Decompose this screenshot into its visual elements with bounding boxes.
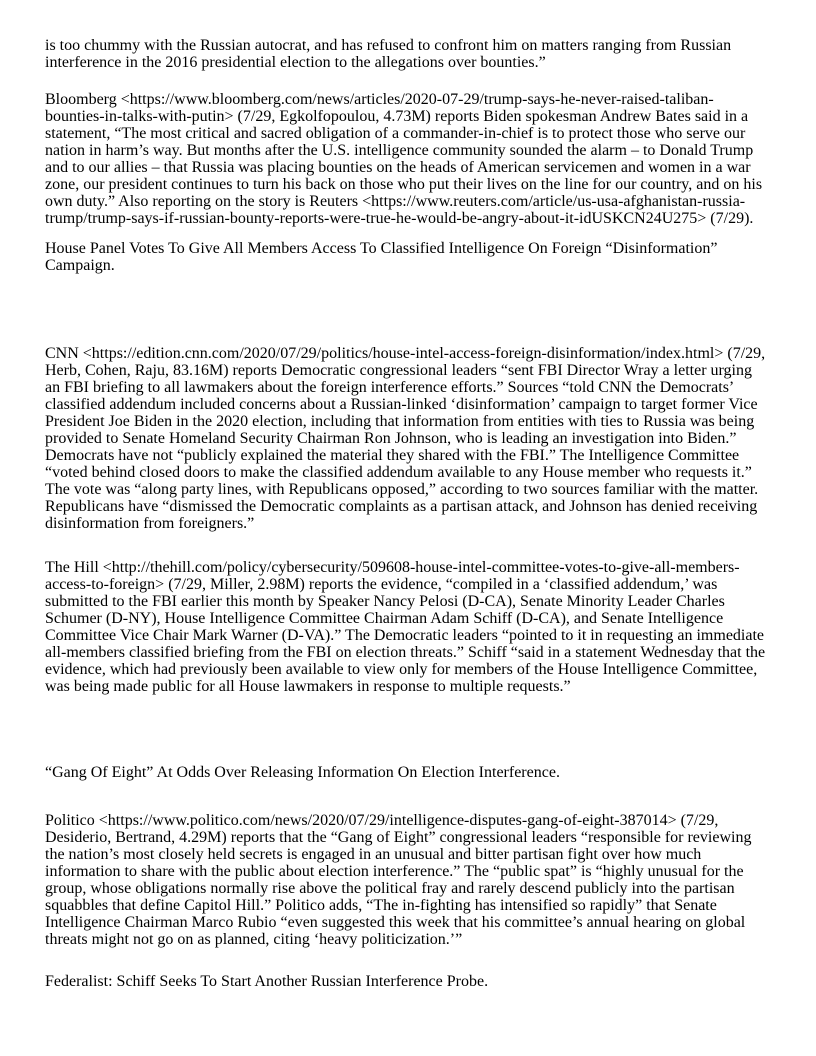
text-line: an FBI briefing to all lawmakers about the foreign interference efforts.” Sources “told CNN the Democrats’ xyxy=(45,379,735,396)
text-line: zone, our president continues to turn his back on those who put their lives on the line for our country, and on his xyxy=(45,176,763,193)
headline-house-panel xyxy=(45,240,785,274)
text-line: provided to Senate Homeland Security Chairman Ron Johnson, who is leading an investigation into Biden.” xyxy=(45,430,737,447)
text-line: group, whose obligations normally rise above the political fray and rarely descend publicly into the partisan xyxy=(45,880,735,897)
headline-federalist xyxy=(45,973,785,990)
text-line: all-members classified briefing from the FBI on election threats.” Schiff “said in a statement Wednesday that the xyxy=(45,644,766,661)
text-line: Committee Vice Chair Mark Warner (D-VA).” The Democratic leaders “pointed to it in requesting an immediate xyxy=(45,627,765,644)
text-line: bounties-in-talks-with-putin> (7/29, Egkolfopoulou, 4.73M) reports Biden spokesman Andrew Bates said in a xyxy=(45,108,749,125)
text-line: submitted to the FBI earlier this month by Speaker Nancy Pelosi (D-CA), Senate Minority Leader Charles xyxy=(45,593,725,610)
text-line: President Joe Biden in the 2020 election, including that information from entities with ties to Russia was being xyxy=(45,413,755,430)
text-line: “Gang Of Eight” At Odds Over Releasing Information On Election Interference. xyxy=(45,764,560,781)
text-line: interference in the 2016 presidential election to the allegations over bounties.” xyxy=(45,54,546,71)
text-line: Desiderio, Bertrand, 4.29M) reports that the “Gang of Eight” congressional leaders “responsible for reviewing xyxy=(45,829,752,846)
text-line: Campaign. xyxy=(45,257,115,274)
paragraph-bloomberg xyxy=(45,91,785,227)
text-line: Intelligence Chairman Marco Rubio “even suggested this week that his committee’s annual hearing on global xyxy=(45,914,746,931)
text-line: The vote was “along party lines, with Republicans opposed,” according to two sources familiar with the matter. xyxy=(45,481,759,498)
text-line: information to share with the public about election interference.” The “public spat” is “highly unusual for the xyxy=(45,863,744,880)
text-line: and to our allies – that Russia was placing bounties on the heads of American servicemen and women in a war xyxy=(45,159,751,176)
paragraph-cnn xyxy=(45,345,785,532)
text-line: evidence, which had previously been available to view only for members of the House Intelligence Committee, xyxy=(45,661,758,678)
text-line: “voted behind closed doors to make the classified addendum available to any House member who requests it.” xyxy=(45,464,752,481)
paragraph-politico xyxy=(45,812,785,948)
text-line: Schumer (D-NY), House Intelligence Committee Chairman Adam Schiff (D-CA), and Senate Intelligence xyxy=(45,610,724,627)
paragraph-the-hill xyxy=(45,559,785,695)
paragraph-russia-autocrat xyxy=(45,37,785,71)
text-line: the nation’s most closely held secrets is engaged in an unusual and bitter partisan fight over how much xyxy=(45,846,702,863)
text-line: Republicans have “dismissed the Democratic complaints as a partisan attack, and Johnson has denied receiving xyxy=(45,498,758,515)
text-line: Democrats have not “publicly explained the material they shared with the FBI.” The Intelligence Committee xyxy=(45,447,740,464)
text-line: trump/trump-says-if-russian-bounty-reports-were-true-he-would-be-angry-about-it-idUSKCN24U275> (7/29). xyxy=(45,210,754,227)
text-line: statement, “The most critical and sacred obligation of a commander-in-chief is to protect those who serve our xyxy=(45,125,746,142)
text-line: was being made public for all House lawmakers in response to multiple requests.” xyxy=(45,678,571,695)
text-line: Politico <https://www.politico.com/news/2020/07/29/intelligence-disputes-gang-of-eight-387014> (7/29, xyxy=(45,812,719,829)
text-line: Herb, Cohen, Raju, 83.16M) reports Democratic congressional leaders “sent FBI Director Wray a letter urging xyxy=(45,362,752,379)
text-line: threats might not go on as planned, citing ‘heavy politicization.’” xyxy=(45,931,463,948)
text-line: own duty.” Also reporting on the story is Reuters <https://www.reuters.com/article/us-usa-afghanistan-russia- xyxy=(45,193,746,210)
text-line: nation in harm’s way. But months after the U.S. intelligence community sounded the alarm – to Donald Trump xyxy=(45,142,754,159)
text-line: access-to-foreign> (7/29, Miller, 2.98M) reports the evidence, “compiled in a ‘classified addendum,’ was xyxy=(45,576,718,593)
text-line: The Hill <http://thehill.com/policy/cybersecurity/509608-house-intel-committee-votes-to-give-all-members- xyxy=(45,559,740,576)
text-line: Bloomberg <https://www.bloomberg.com/news/articles/2020-07-29/trump-says-he-never-raised-taliban- xyxy=(45,91,714,108)
text-line: squabbles that define Capitol Hill.” Politico adds, “The in-fighting has intensified so rapidly” that Senate xyxy=(45,897,717,914)
headline-gang-of-eight xyxy=(45,764,785,781)
text-line: CNN <https://edition.cnn.com/2020/07/29/politics/house-intel-access-foreign-disinformation/index.html> (7/29, xyxy=(45,345,766,362)
text-line: House Panel Votes To Give All Members Access To Classified Intelligence On Foreign “Disinformation” xyxy=(45,240,718,257)
text-line: is too chummy with the Russian autocrat, and has refused to confront him on matters ranging from Russian xyxy=(45,37,732,54)
text-line: classified addendum included concerns about a Russian-linked ‘disinformation’ campaign to target former Vice xyxy=(45,396,758,413)
text-line: disinformation from foreigners.” xyxy=(45,515,255,532)
text-line: Federalist: Schiff Seeks To Start Another Russian Interference Probe. xyxy=(45,973,489,990)
